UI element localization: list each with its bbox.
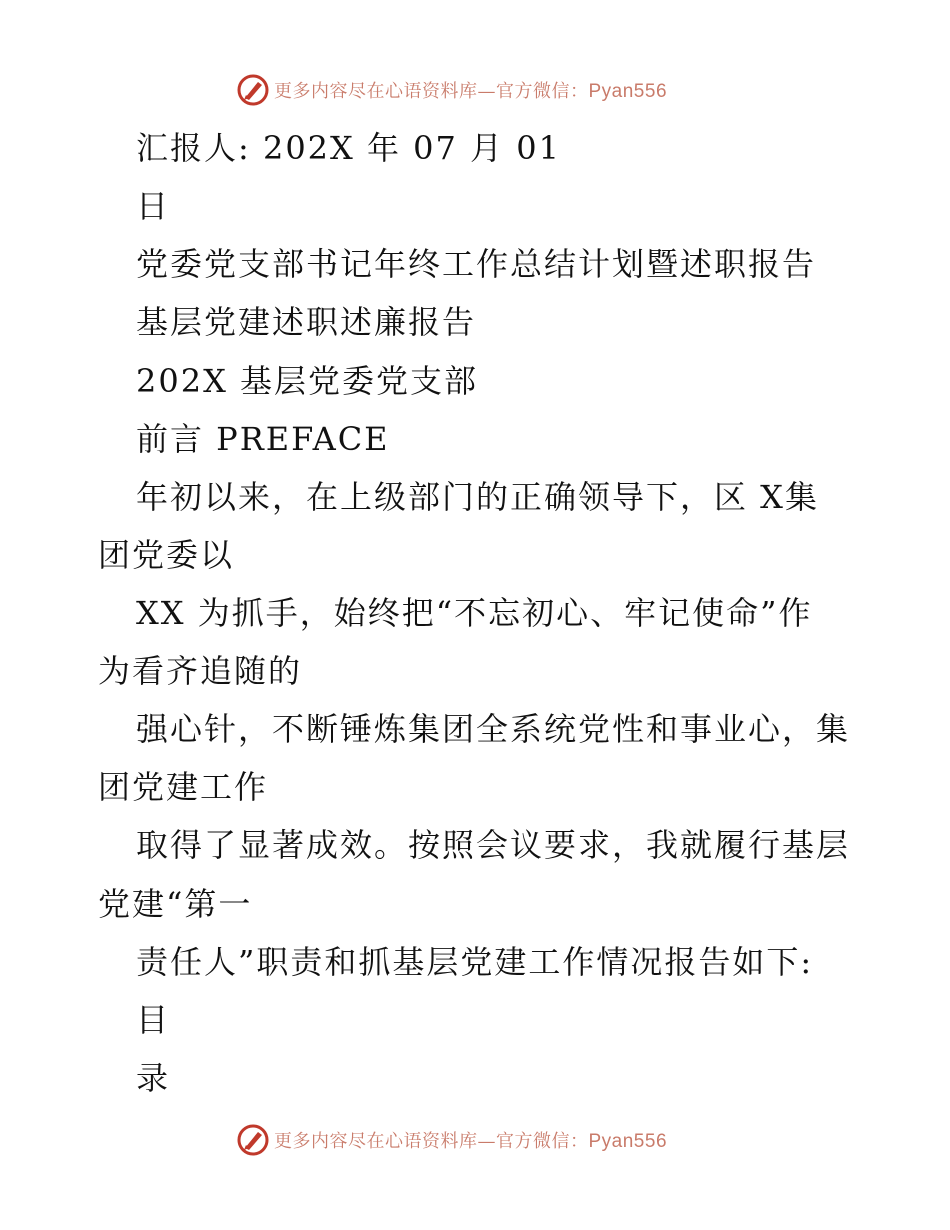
paragraph-line: 团党建工作: [98, 768, 269, 806]
paragraph-line: 为看齐追随的: [98, 652, 303, 690]
paragraph-line: 党建“第一: [98, 885, 253, 923]
reporter-date-line: 汇报人: 202X 年 07 月 01: [136, 129, 561, 167]
paragraph-line: XX 为抓手，始终把“不忘初心、牢记使命”作: [136, 594, 813, 632]
paragraph-line: 团党委以: [98, 536, 235, 574]
paragraph-line: 责任人”职责和抓基层党建工作情况报告如下:: [136, 943, 814, 981]
toc-heading-part2: 录: [136, 1059, 171, 1097]
date-day-line: 日: [136, 187, 171, 225]
paragraph-line: 强心针，不断锤炼集团全系统党性和事业心，集: [136, 710, 851, 748]
organization-line: 202X 基层党委党支部: [136, 362, 479, 400]
paragraph-line: 年初以来，在上级部门的正确领导下，区 X集: [136, 478, 819, 516]
paragraph-line: 取得了显著成效。按照会议要求，我就履行基层: [136, 826, 851, 864]
toc-heading-part1: 目: [136, 1001, 171, 1039]
preface-heading: 前言 PREFACE: [136, 420, 390, 458]
report-subtitle: 基层党建述职述廉报告: [136, 303, 477, 341]
pen-circle-logo-icon: [236, 1123, 270, 1157]
watermark-wechat-id: Pyan556: [588, 1131, 668, 1152]
report-title: 党委党支部书记年终工作总结计划暨述职报告: [136, 245, 817, 283]
watermark-text: 更多内容尽在心语资料库—官方微信：Pyan556: [274, 1131, 668, 1152]
watermark-wechat-id: Pyan556: [588, 81, 668, 102]
footer-watermark: [236, 1122, 667, 1158]
watermark-text: 更多内容尽在心语资料库—官方微信：Pyan556: [274, 81, 668, 102]
